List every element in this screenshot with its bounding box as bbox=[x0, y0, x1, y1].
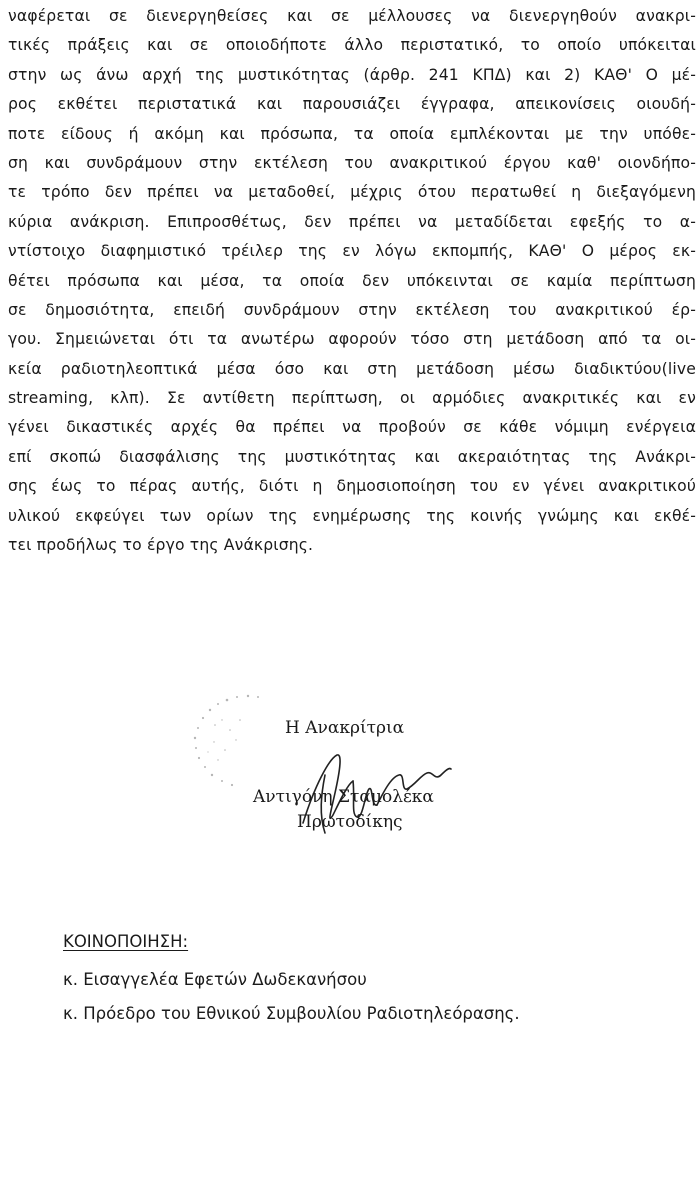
body-line: σε δημοσιότητα, επειδή συνδράμουν στην εκτέλεση του ανακριτικού έρ- bbox=[8, 300, 696, 319]
body-line: streaming, κλπ). Σε αντίθετη περίπτωση, οι αρμόδιες ανακριτικές και εν bbox=[8, 389, 696, 408]
body-line: ντίστοιχο διαφημιστικό τρέιλερ της εν λόγω εκπομπής, ΚΑΘ' Ο μέρος εκ- bbox=[8, 242, 696, 261]
body-line: σης έως το πέρας αυτής, διότι η δημοσιοποίηση του εν γένει ανακριτικού bbox=[8, 477, 696, 496]
body-line: θέτει πρόσωπα και μέσα, τα οποία δεν υπόκεινται σε καμία περίπτωση bbox=[8, 271, 696, 290]
notification-recipient: κ. Πρόεδρο του Εθνικού Συμβουλίου Ραδιοτηλεόρασης. bbox=[63, 1004, 520, 1023]
body-line: ναφέρεται σε διενεργηθείσες και σε μέλλουσες να διενεργηθούν ανακρι- bbox=[8, 7, 696, 25]
body-line: ση και συνδράμουν στην εκτέλεση του ανακριτικού έργου καθ' οιονδήπο- bbox=[8, 153, 696, 172]
signatory-rank: Πρωτοδίκης bbox=[297, 812, 403, 832]
notification-recipient: κ. Εισαγγελέα Εφετών Δωδεκανήσου bbox=[63, 970, 367, 989]
body-line: γένει δικαστικές αρχές θα πρέπει να προβούν σε κάθε νόμιμη ενέργεια bbox=[8, 418, 696, 437]
body-line: κεία ραδιοτηλεοπτικά μέσα όσο και στη μετάδοση μέσω διαδικτύου(live bbox=[8, 359, 696, 378]
body-line: τει προδήλως το έργο της Ανάκρισης. bbox=[8, 536, 314, 555]
body-line: κύρια ανάκριση. Επιπροσθέτως, δεν πρέπει να μεταδίδεται εφεξής το α- bbox=[8, 212, 696, 231]
body-line: τε τρόπο δεν πρέπει να μεταδοθεί, μέχρις ότου περατωθεί η διεξαγόμενη bbox=[8, 183, 696, 202]
notification-heading: ΚΟΙΝΟΠΟΙΗΣΗ: bbox=[63, 932, 189, 951]
signatory-role: Η Ανακρίτρια bbox=[285, 718, 405, 738]
body-line: επί σκοπώ διασφάλισης της μυστικότητας και ακεραιότητας της Ανάκρι- bbox=[8, 447, 696, 466]
body-line: στην ως άνω αρχή της μυστικότητας (άρθρ. 241 ΚΠΔ) και 2) ΚΑΘ' Ο μέ- bbox=[8, 65, 696, 84]
signatory-name: Αντιγόνη Σταμολέκα bbox=[253, 787, 434, 807]
body-line: ποτε είδους ή ακόμη και πρόσωπα, τα οποία εμπλέκονται με την υπόθε- bbox=[8, 124, 696, 143]
body-line: τικές πράξεις και σε οποιοδήποτε άλλο περιστατικό, το οποίο υπόκειται bbox=[8, 36, 696, 55]
body-line: γου. Σημειώνεται ότι τα ανωτέρω αφορούν τόσο στη μετάδοση από τα οι- bbox=[8, 330, 696, 349]
body-line: ρος εκθέτει περιστατικά και παρουσιάζει έγγραφα, απεικονίσεις οιουδή- bbox=[8, 95, 696, 114]
body-line: υλικού εκφεύγει των ορίων της ενημέρωσης της κοινής γνώμης και εκθέ- bbox=[8, 506, 696, 525]
body-paragraph bbox=[8, 2, 696, 560]
